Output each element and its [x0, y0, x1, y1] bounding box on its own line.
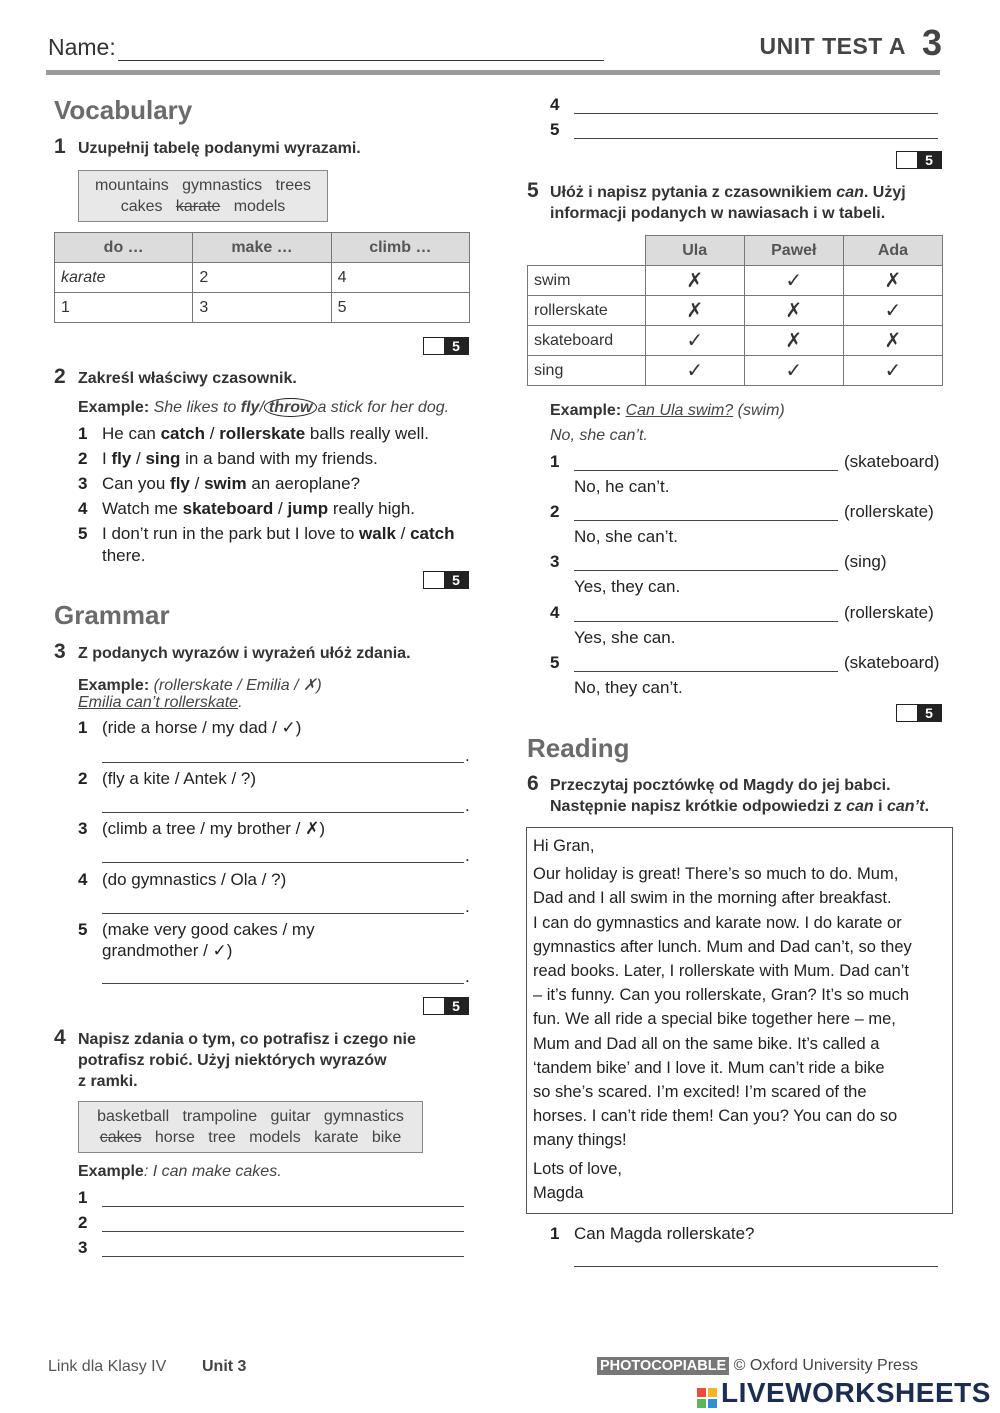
instruction-italic: can [846, 798, 874, 815]
item-prompt: (climb a tree / my brother / ✗) [102, 819, 326, 838]
task2-score-box [423, 571, 469, 589]
task4-instruction-line1: Napisz zdania o tym, co potrafisz i czego nie [78, 1031, 416, 1048]
postcard-line: fun. We all ride a special bike together here – me, [533, 1010, 896, 1029]
task3-example [78, 675, 322, 695]
example-text: : I can make cakes. [143, 1163, 282, 1180]
item-text: an aeroplane? [246, 474, 361, 493]
item-text: I don’t run in the park but I love to [102, 524, 360, 543]
task1-instruction: Uzupełnij tabelę podanymi wyrazami. [78, 140, 361, 157]
task5-answer-line[interactable] [574, 671, 838, 672]
example-label: Example: [78, 677, 150, 694]
task5-hint: (rollerskate) [844, 502, 934, 521]
task1-col-do: do … [55, 233, 193, 263]
task1-cell-input[interactable]: 3 [193, 293, 331, 323]
task3-answer-line[interactable] [102, 983, 464, 984]
task5-score: 5 [917, 705, 941, 721]
task2-item5-cont: there. [102, 546, 146, 565]
task3-item [78, 869, 286, 891]
item-number: 2 [78, 769, 88, 788]
task1-cell-input[interactable]: 4 [331, 263, 469, 293]
choice-option[interactable]: jump [287, 499, 329, 518]
check-mark: ✓ [744, 356, 843, 386]
postcard-line: gymnastics after lunch. Mum and Dad can’t, so they [533, 937, 912, 956]
item-number: 3 [78, 474, 88, 493]
task4-example [78, 1163, 282, 1181]
photocopiable-badge: PHOTOCOPIABLE [597, 1357, 729, 1375]
task2-item [78, 423, 429, 445]
cross-mark: ✗ [645, 266, 744, 296]
postcard-line: – it’s funny. Can you rollerskate, Gran? It’s so much [533, 986, 910, 1005]
task4-answer-line[interactable] [574, 113, 938, 114]
item-text: really high. [328, 499, 416, 518]
task5-answer: No, they can’t. [574, 678, 683, 697]
task5-col-ada: Ada [843, 236, 942, 266]
task5-item [550, 652, 574, 674]
task4-item [78, 1212, 102, 1234]
task1-cell: karate [55, 263, 193, 293]
item-number: 5 [550, 120, 560, 139]
example-text-end: a stick for her dog. [317, 399, 450, 416]
task2-number: 2 [54, 365, 66, 388]
postcard-line: Our holiday is great! There’s so much to do. Mum, [533, 865, 899, 884]
check-mark: ✓ [645, 356, 744, 386]
task3-item [78, 919, 315, 941]
postcard-line: Mum and Dad all on the same bike. It’s called a [533, 1034, 880, 1053]
task5-hint: (rollerskate) [844, 603, 934, 622]
task5-score-box [896, 704, 942, 722]
task4-item [550, 94, 574, 116]
task3-answer-line[interactable] [102, 913, 464, 914]
check-mark: ✓ [645, 326, 744, 356]
header-rule [46, 70, 940, 75]
task1-cell-input[interactable]: 1 [55, 293, 193, 323]
task3-item5-cont: grandmother / ✓) [102, 941, 233, 960]
task1-table [54, 232, 470, 323]
choice-option[interactable]: swim [204, 474, 247, 493]
footer-course: Link dla Klasy IV [48, 1358, 167, 1375]
example-question: Can Ula swim? [625, 402, 734, 419]
task2-item [78, 523, 455, 545]
word-cakes: cakes [120, 198, 163, 215]
task2-item [78, 498, 415, 520]
example-throw-circled: throw [264, 398, 318, 417]
task5-answer: Yes, they can. [574, 577, 681, 596]
item-number: 1 [78, 424, 88, 443]
item-number: 1 [78, 718, 88, 737]
task5-instruction-line1 [550, 182, 906, 204]
item-number: 1 [550, 452, 560, 471]
item-number: 4 [78, 870, 88, 889]
vocabulary-title: Vocabulary [54, 95, 193, 125]
task1-word-box [78, 170, 328, 222]
task3-score: 5 [444, 998, 468, 1014]
choice-option[interactable]: fly [111, 449, 132, 468]
cross-mark: ✗ [744, 326, 843, 356]
task2-score: 5 [444, 572, 468, 588]
item-prompt: (ride a horse / my dad / ✓) [102, 718, 302, 737]
instruction-text: i [873, 798, 887, 815]
activity-label: sing [528, 356, 646, 386]
task5-example-answer [550, 427, 648, 445]
task6-instruction-line2 [550, 796, 929, 818]
example-text: She likes to [153, 399, 237, 416]
task5-answer-line[interactable] [574, 621, 838, 622]
task5-answer: No, he can’t. [574, 477, 670, 496]
task4-box-line2 [89, 1127, 412, 1148]
word-karate: karate [175, 198, 221, 215]
item-number: 3 [550, 552, 560, 571]
instruction-text: Ułóż i napisz pytania z czasownikiem [550, 184, 837, 201]
task5-col-ula: Ula [645, 236, 744, 266]
task2-example [78, 399, 449, 417]
example-answer-text: Emilia can’t rollerskate [78, 694, 239, 711]
task1-number: 1 [54, 135, 66, 158]
task5-corner [528, 236, 646, 266]
postcard-closing: Lots of love, [533, 1159, 622, 1178]
task1-col-climb: climb … [331, 233, 469, 263]
grammar-title: Grammar [54, 600, 170, 630]
choice-option[interactable]: sing [145, 449, 181, 468]
task5-answer: No, she can’t. [574, 527, 678, 546]
task4-instruction-line2: potrafisz robić. Użyj niektórych wyrazów [78, 1052, 387, 1069]
period: . [465, 967, 470, 986]
task4-item [78, 1237, 102, 1259]
postcard-box [526, 827, 953, 1214]
task1-cell-input[interactable]: 5 [331, 293, 469, 323]
unit-number: 3 [921, 22, 942, 63]
item-text: I [102, 449, 112, 468]
example-label: Example: [78, 399, 150, 416]
name-label: Name: [48, 34, 116, 60]
task1-score-box [423, 337, 469, 355]
example-prompt: (rollerskate / Emilia / ✗) [153, 677, 322, 694]
question-text: Can Magda rollerskate? [574, 1224, 755, 1243]
instruction-text: Następnie napisz krótkie odpowiedzi z [550, 798, 847, 815]
activity-label: skateboard [528, 326, 646, 356]
item-sep: / [131, 449, 146, 468]
task5-col-pawel: Paweł [744, 236, 843, 266]
task5-hint: (sing) [844, 552, 887, 571]
task3-answer-line[interactable] [102, 812, 464, 813]
task4-answer-line[interactable] [574, 138, 938, 139]
postcard-signature: Magda [533, 1183, 584, 1202]
item-text: Watch me [102, 499, 183, 518]
choice-option[interactable]: catch [160, 424, 206, 443]
task1-col-make: make … [193, 233, 331, 263]
item-number: 1 [550, 1224, 560, 1243]
task6-answer-line[interactable] [574, 1266, 938, 1267]
task4-box-line1: basketball trampoline guitar gymnastics [97, 1108, 404, 1125]
item-text: He can [102, 424, 161, 443]
task2-instruction: Zakreśl właściwy czasownik. [78, 370, 297, 387]
postcard-line: so she’s scared. I’m excited! I’m scared of the [533, 1083, 867, 1102]
period: . [465, 746, 470, 765]
item-sep: / [205, 424, 220, 443]
task3-instruction: Z podanych wyrazów i wyrażeń ułóż zdania. [78, 645, 411, 662]
copyright-text: © Oxford University Press [733, 1357, 918, 1374]
task5-item [550, 551, 574, 573]
task3-item [78, 818, 325, 840]
word-cakes: cakes [99, 1129, 142, 1146]
example-label: Example: [550, 402, 622, 419]
cross-mark: ✗ [645, 296, 744, 326]
task2-item [78, 473, 360, 495]
task4-answer-line[interactable] [102, 1256, 464, 1257]
item-text: balls really well. [305, 424, 429, 443]
choice-option[interactable]: rollerskate [219, 424, 306, 443]
task4-box-words: horse tree models karate bike [154, 1129, 402, 1146]
task6-number: 6 [527, 772, 539, 795]
task2-item [78, 448, 378, 470]
task4-item [550, 119, 574, 141]
postcard-line: I can do gymnastics and karate now. I do karate or [533, 913, 902, 932]
item-number: 5 [78, 920, 88, 939]
choice-option[interactable]: catch [410, 524, 455, 543]
task3-item [78, 717, 301, 739]
task1-box-line1: mountains gymnastics trees [94, 177, 312, 194]
task4-word-box [78, 1101, 423, 1153]
example-fly: fly [240, 399, 260, 416]
example-sep: / [259, 399, 264, 416]
example-answer: No, she can’t. [550, 427, 648, 444]
item-number: 2 [78, 1213, 88, 1232]
task6-instruction-line1: Przeczytaj pocztówkę od Magdy do jej babci. [550, 777, 891, 794]
period: . [465, 846, 470, 865]
task1-score: 5 [444, 338, 468, 354]
check-mark: ✓ [843, 356, 942, 386]
task3-number: 3 [54, 640, 66, 663]
instruction-italic: can [836, 184, 864, 201]
item-number: 3 [78, 1238, 88, 1257]
task5-table [527, 235, 943, 386]
liveworksheets-brand: LIVEWORKSHEETS [721, 1377, 991, 1408]
cross-mark: ✗ [843, 266, 942, 296]
word-models: models [233, 198, 286, 215]
choice-option[interactable]: walk [359, 524, 396, 543]
task5-number: 5 [527, 179, 539, 202]
task5-answer-line[interactable] [574, 520, 838, 521]
check-mark: ✓ [843, 296, 942, 326]
reading-title: Reading [527, 733, 630, 763]
item-number: 5 [78, 524, 88, 543]
postcard-line: horses. I can’t ride them! Can you? You can do so [533, 1107, 898, 1126]
task3-answer-line[interactable] [102, 762, 464, 763]
name-answer-line[interactable] [118, 60, 604, 61]
period: . [465, 897, 470, 916]
task5-answer-line[interactable] [574, 470, 838, 471]
liveworksheets-logo[interactable] [697, 1377, 991, 1409]
example-label: Example [78, 1163, 144, 1180]
instruction-italic: can’t [886, 798, 925, 815]
item-prompt: (fly a kite / Antek / ?) [102, 769, 257, 788]
task4-instruction-line3: z ramki. [78, 1073, 138, 1090]
task3-example-answer: Emilia can’t rollerskate. [78, 694, 243, 711]
item-number: 2 [550, 502, 560, 521]
item-number: 3 [78, 819, 88, 838]
task3-answer-line[interactable] [102, 862, 464, 863]
task5-instruction-line2: informacji podanych w nawiasach i w tabeli. [550, 205, 886, 222]
task4-answer-line[interactable] [102, 1231, 464, 1232]
task5-item [550, 501, 574, 523]
task4-number: 4 [54, 1026, 66, 1049]
task5-hint: (skateboard) [844, 653, 940, 672]
item-prompt: (do gymnastics / Ola / ?) [102, 870, 287, 889]
task6-question [550, 1223, 754, 1245]
task5-answer-line[interactable] [574, 570, 838, 571]
choice-option[interactable]: fly [170, 474, 190, 493]
item-text: Can you [102, 474, 171, 493]
cross-mark: ✗ [843, 326, 942, 356]
task5-hint: (skateboard) [844, 452, 940, 471]
postcard-line: read books. Later, I rollerskate with Mum. Dad can’t [533, 962, 910, 981]
item-number: 4 [550, 603, 560, 622]
item-number: 4 [550, 95, 560, 114]
item-prompt: (make very good cakes / my [102, 920, 315, 939]
item-number: 4 [78, 499, 88, 518]
choice-option[interactable]: skateboard [182, 499, 274, 518]
task1-box-line2 [89, 196, 317, 217]
task3-item [78, 768, 256, 790]
item-sep: / [189, 474, 205, 493]
task4-answer-line[interactable] [102, 1206, 464, 1207]
item-number: 5 [550, 653, 560, 672]
item-number: 1 [78, 1188, 88, 1207]
instruction-text: . [924, 798, 930, 815]
liveworksheets-mark-icon [697, 1388, 717, 1408]
task3-score-box [423, 997, 469, 1015]
task4-item [78, 1187, 102, 1209]
postcard-line: ‘tandem bike’ and I love it. Mum can’t ride a bike [533, 1058, 885, 1077]
task5-item [550, 602, 574, 624]
example-hint: (swim) [737, 402, 785, 419]
unit-test-label: UNIT TEST A [759, 33, 906, 59]
postcard-line: Dad and I all swim in the morning after breakfast. [533, 889, 892, 908]
postcard-line: many things! [533, 1131, 627, 1150]
check-mark: ✓ [744, 266, 843, 296]
activity-label: rollerskate [528, 296, 646, 326]
postcard-greeting: Hi Gran, [533, 837, 595, 855]
item-sep: / [395, 524, 411, 543]
task5-answer: Yes, she can. [574, 628, 676, 647]
footer-copyright-row [597, 1357, 918, 1375]
task4-score: 5 [917, 152, 941, 168]
item-text: in a band with my friends. [180, 449, 378, 468]
cross-mark: ✗ [744, 296, 843, 326]
activity-label: swim [528, 266, 646, 296]
period: . [465, 796, 470, 815]
task4-score-box [896, 151, 942, 169]
task5-example [550, 402, 785, 420]
item-sep: / [273, 499, 288, 518]
instruction-text: . Użyj [863, 184, 906, 201]
task5-item [550, 451, 574, 473]
task1-cell-input[interactable]: 2 [193, 263, 331, 293]
footer-unit: Unit 3 [202, 1358, 247, 1375]
item-number: 2 [78, 449, 88, 468]
